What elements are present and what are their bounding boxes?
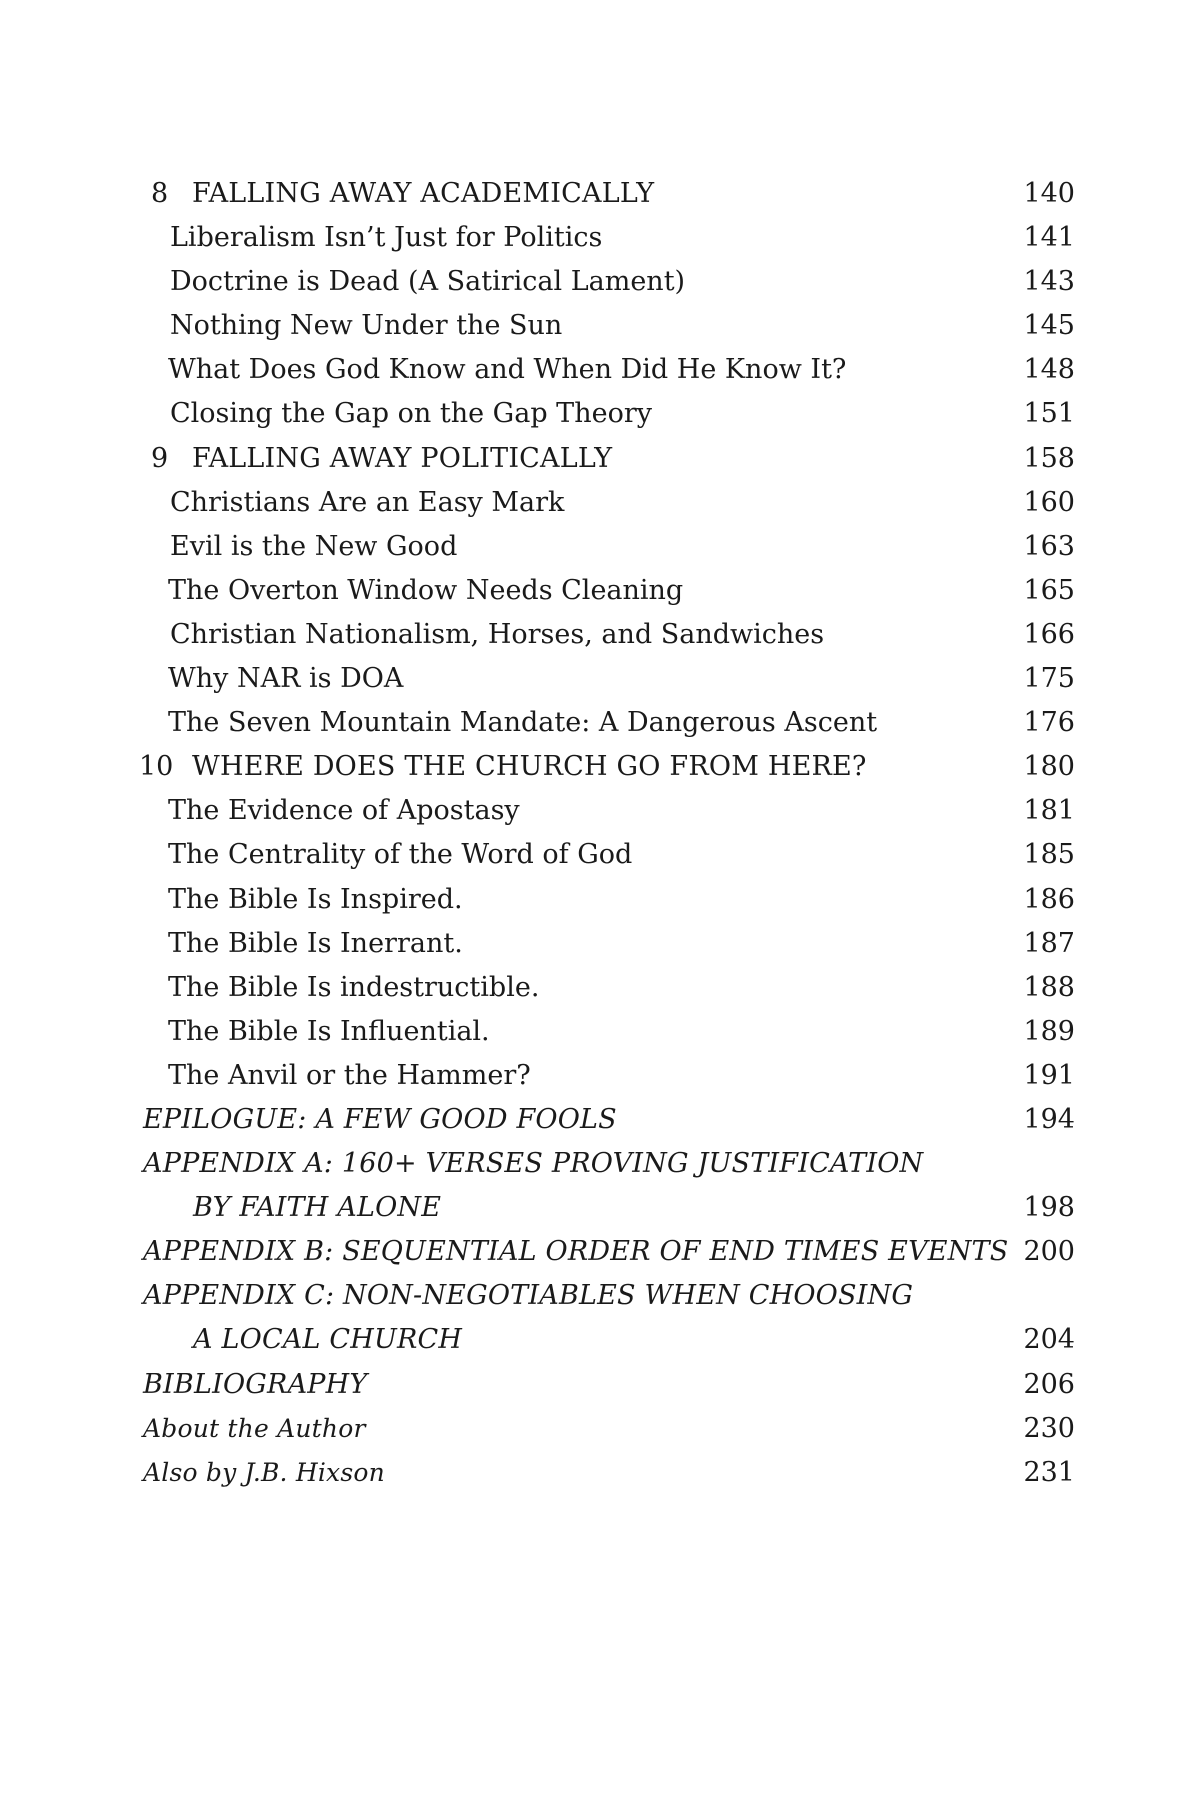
toc-section[interactable]	[0, 304, 1200, 348]
section-title: Christians Are an Easy Mark	[170, 486, 565, 518]
section-title: Christian Nationalism, Horses, and Sandwiches	[170, 618, 825, 650]
section-title: Closing the Gap on the Gap Theory	[170, 398, 652, 430]
section-title: What Does God Know and When Did He Know It?	[168, 354, 847, 386]
page-number: 160	[1023, 486, 1075, 518]
page-number: 151	[1023, 398, 1075, 430]
toc-section[interactable]	[0, 878, 1200, 922]
section-title: Doctrine is Dead (A Satirical Lament)	[170, 266, 686, 298]
page-number: 180	[1023, 751, 1075, 783]
page-number: 181	[1023, 795, 1075, 827]
toc-bibliography[interactable]	[0, 1363, 1200, 1407]
section-title: The Anvil or the Hammer?	[168, 1059, 531, 1091]
chapter-number: 8	[151, 178, 169, 209]
toc-section[interactable]	[0, 922, 1200, 966]
page-number: 187	[1023, 927, 1075, 959]
page-number: 145	[1023, 310, 1075, 342]
toc-appendix-a[interactable]	[0, 1142, 1200, 1186]
chapter-number: 10	[139, 751, 174, 783]
toc-section[interactable]	[0, 348, 1200, 392]
section-title: The Bible Is Inspired.	[168, 883, 463, 915]
toc-chapter-9[interactable]	[0, 437, 1200, 481]
toc-chapter-10[interactable]	[0, 745, 1200, 789]
toc-section[interactable]	[0, 260, 1200, 304]
page-number: 191	[1023, 1059, 1075, 1091]
back-matter-title: EPILOGUE: A FEW GOOD FOOLS	[143, 1103, 617, 1135]
toc-epilogue[interactable]	[0, 1098, 1200, 1142]
section-title: The Evidence of Apostasy	[168, 795, 520, 827]
section-title: Nothing New Under the Sun	[170, 310, 563, 342]
toc-section[interactable]	[0, 833, 1200, 877]
page-number: 141	[1023, 222, 1075, 254]
toc-section[interactable]	[0, 569, 1200, 613]
page-number: 143	[1023, 266, 1075, 298]
table-of-contents	[0, 172, 1200, 1495]
page-number: 166	[1023, 618, 1075, 650]
toc-also-by[interactable]	[0, 1451, 1200, 1495]
toc-section[interactable]	[0, 613, 1200, 657]
page-number: 231	[1023, 1456, 1075, 1488]
toc-appendix-c-continued[interactable]	[0, 1318, 1200, 1362]
back-matter-title: Also by J.B. Hixson	[143, 1457, 385, 1487]
back-matter-title: APPENDIX A: 160+ VERSES PROVING JUSTIFICATION	[143, 1148, 924, 1180]
chapter-title: FALLING AWAY ACADEMICALLY	[192, 178, 655, 209]
section-title: The Centrality of the Word of God	[168, 839, 633, 871]
back-matter-title: About the Author	[143, 1413, 366, 1443]
page-number: 200	[1023, 1236, 1075, 1268]
section-title: Liberalism Isn’t Just for Politics	[170, 222, 603, 254]
toc-section[interactable]	[0, 789, 1200, 833]
section-title: The Bible Is Influential.	[168, 1015, 490, 1047]
page-number: 158	[1023, 442, 1075, 474]
page-number: 230	[1023, 1412, 1075, 1444]
toc-section[interactable]	[0, 1010, 1200, 1054]
section-title: The Seven Mountain Mandate: A Dangerous Ascent	[168, 707, 878, 739]
toc-section[interactable]	[0, 657, 1200, 701]
toc-section[interactable]	[0, 1054, 1200, 1098]
page-number: 175	[1023, 663, 1075, 695]
toc-section[interactable]	[0, 392, 1200, 436]
section-title: The Overton Window Needs Cleaning	[168, 574, 684, 606]
back-matter-title: APPENDIX C: NON-NEGOTIABLES WHEN CHOOSING	[143, 1280, 914, 1312]
toc-appendix-a-continued[interactable]	[0, 1186, 1200, 1230]
back-matter-title: BY FAITH ALONE	[193, 1192, 442, 1224]
page-number: 186	[1023, 883, 1075, 915]
back-matter-title: APPENDIX B: SEQUENTIAL ORDER OF END TIMES EVENTS	[143, 1236, 1009, 1268]
chapter-title: WHERE DOES THE CHURCH GO FROM HERE?	[192, 751, 867, 783]
back-matter-title: A LOCAL CHURCH	[193, 1324, 463, 1356]
page-number: 140	[1023, 178, 1075, 209]
page-number: 198	[1023, 1192, 1075, 1224]
back-matter-title: BIBLIOGRAPHY	[143, 1368, 368, 1400]
toc-appendix-b[interactable]	[0, 1230, 1200, 1274]
section-title: The Bible Is indestructible.	[168, 971, 540, 1003]
toc-section[interactable]	[0, 216, 1200, 260]
page-number: 189	[1023, 1015, 1075, 1047]
chapter-number: 9	[151, 442, 169, 474]
toc-section[interactable]	[0, 481, 1200, 525]
chapter-title: FALLING AWAY POLITICALLY	[192, 442, 613, 474]
section-title: The Bible Is Inerrant.	[168, 927, 463, 959]
toc-chapter-8[interactable]	[0, 172, 1200, 216]
page-number: 188	[1023, 971, 1075, 1003]
toc-section[interactable]	[0, 525, 1200, 569]
toc-section[interactable]	[0, 966, 1200, 1010]
page-number: 148	[1023, 354, 1075, 386]
toc-section[interactable]	[0, 701, 1200, 745]
toc-appendix-c[interactable]	[0, 1274, 1200, 1318]
page-number: 185	[1023, 839, 1075, 871]
page-number: 206	[1023, 1368, 1075, 1400]
page-number: 165	[1023, 574, 1075, 606]
page-number: 163	[1023, 530, 1075, 562]
page-number: 176	[1023, 707, 1075, 739]
section-title: Why NAR is DOA	[168, 663, 404, 695]
toc-about-author[interactable]	[0, 1407, 1200, 1451]
section-title: Evil is the New Good	[170, 530, 458, 562]
page-number: 204	[1023, 1324, 1075, 1356]
page-number: 194	[1023, 1103, 1075, 1135]
